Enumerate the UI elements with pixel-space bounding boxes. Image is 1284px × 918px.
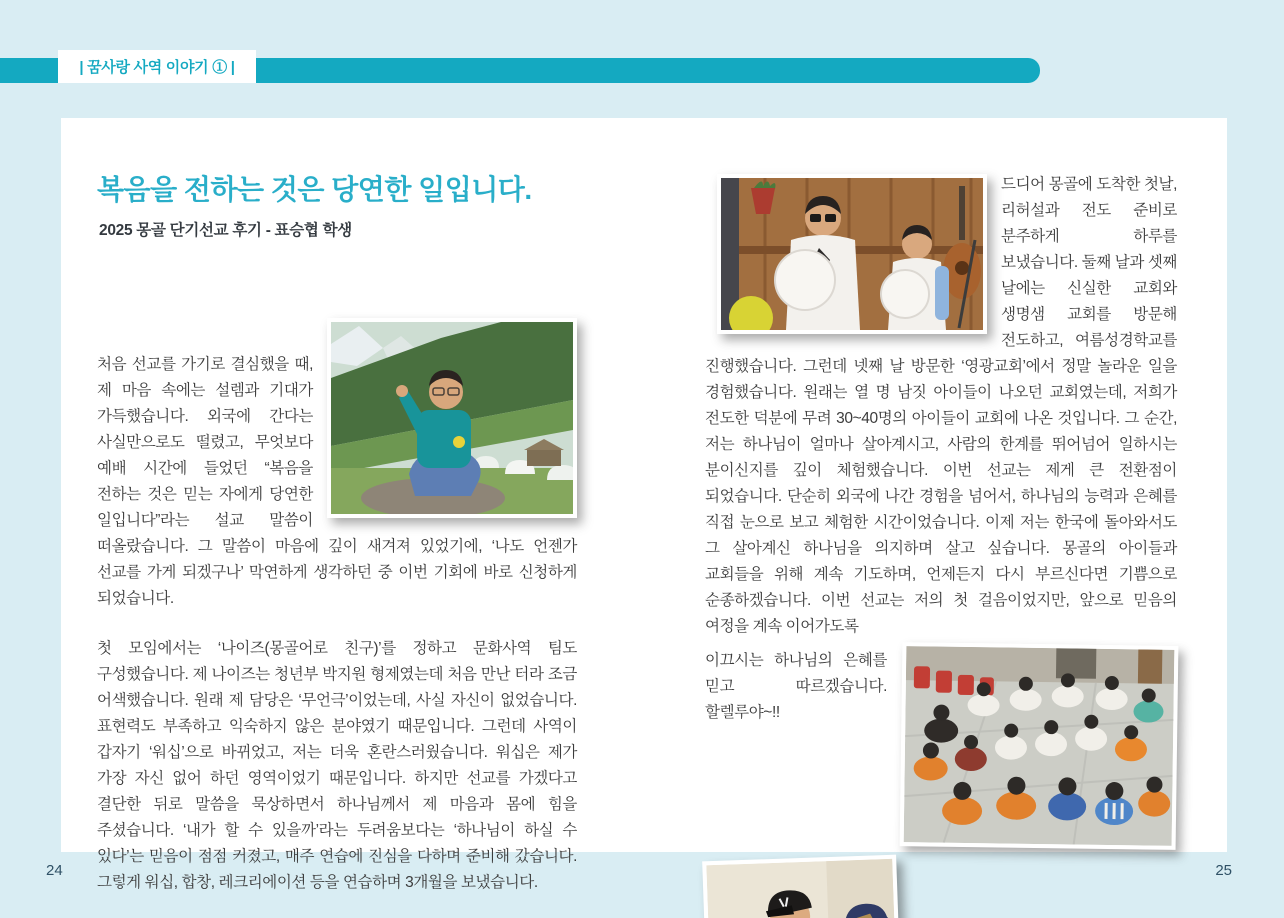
team-selfie-photo xyxy=(702,855,902,918)
balloon-blowing-activity-photo xyxy=(717,174,987,334)
children-floor-activity-photo xyxy=(900,642,1179,850)
children-activity-illustration xyxy=(904,646,1175,846)
article-title: 복음을 전하는 것은 당연한 일입니다. xyxy=(97,174,532,205)
body-paragraph-1: 처음 선교를 가기로 결심했을 때, 제 마음 속에는 설렘과 기대가 가득했습니다. 외국에 간다는 사실만으로도 떨렸고, 무엇보다 예배 시간에 들었던 “복음을 전하는 것은 믿는 자에게 당연한 일입니다”라는 설교 말씀이 떠올랐습니다. 그 말씀이 마음에 깊이 새겨져 있었기에, ‘나도 언젠가 선교를 가게 되겠구나’ 막연하게 생각하던 중 이번 기회에 바로 신청하게 되었습니다. xyxy=(97,356,577,607)
left-column xyxy=(97,352,577,896)
section-tag-label: | 꿈사랑 사역 이야기 ① | xyxy=(79,59,235,76)
body-paragraph-4: 이끄시는 하나님의 은혜를 믿고 따르겠습니다. 할렐루야~!! xyxy=(705,652,887,721)
left-page-number: 24 xyxy=(46,862,63,879)
right-bottom-block xyxy=(705,648,1177,918)
right-column xyxy=(705,172,1177,918)
right-page-number: 25 xyxy=(1215,862,1232,879)
article-subtitle: 2025 몽골 단기선교 후기 - 표승협 학생 xyxy=(99,222,352,239)
grassland-portrait-illustration xyxy=(331,322,573,514)
team-selfie-illustration xyxy=(706,859,897,918)
body-paragraph-3: 드디어 몽골에 도착한 첫날, 리허설과 전도 준비로 분주하게 하루를 보냈습니다. 둘째 날과 셋째 날에는 신실한 교회와 생명샘 교회를 방문해 전도하고, 여름성경학교를 진행했습니다. 그런데 넷째 날 방문한 ‘영광교회’에서 정말 놀라운 일을 경험했습니다. 원래는 열 명 남짓 아이들이 나오던 교회였는데, 저희가 전도한 덕분에 무려 30~40명의 아이들이 교회에 나온 것입니다. 그 순간, 저는 하나님이 얼마나 살아계시고, 사람의 한계를 뛰어넘어 일하시는 분이신지를 깊이 체험했습니다. 이번 선교는 제게 큰 전환점이 되었습니다. 단순히 외국에 나간 경험을 넘어서, 하나님의 능력과 은혜를 직접 눈으로 보고 체험한 시간이었습니다. 이제 저는 한국에 돌아와서도 그 살아계신 하나님을 의지하며 살고 싶습니다. 몽골의 아이들과 교회들을 위해 계속 기도하며, 언제든지 다시 부르신다면 기쁨으로 순종하겠습니다. 이번 선교는 저의 첫 걸음이었지만, 앞으로 믿음의 여정을 계속 이어가도록 xyxy=(705,176,1177,635)
section-tag xyxy=(58,50,256,83)
balloon-activity-illustration xyxy=(721,178,983,330)
content-card xyxy=(61,118,1227,891)
mongolian-grassland-portrait-photo xyxy=(327,318,577,518)
body-paragraph-2: 첫 모임에서는 ‘나이즈(몽골어로 친구)’를 정하고 문화사역 팀도 구성했습니다. 제 나이즈는 청년부 박지원 형제였는데 처음 만난 터라 조금 어색했습니다. 원래 제 담당은 ‘무언극’이었는데, 사실 자신이 없었습니다. 표현력도 부족하고 익숙하지 않은 분야였기 때문입니다. 그런데 사역이 갑자기 ‘워십’으로 바뀌었고, 저는 더욱 혼란스러웠습니다. 워십은 제가 가장 자신 없어 하던 영역이었기 때문입니다. 하지만 선교를 가겠다고 결단한 뒤로 말씀을 묵상하면서 하나님께서 제 마음과 몸에 힘을 주셨습니다. ‘내가 할 수 있을까’라는 두려움보다는 ‘하나님이 하실 수 있다’는 믿음이 점점 커졌고, 매주 연습에 진심을 다하며 준비해 갔습니다. 그렇게 워십, 합창, 레크리에이션 등을 연습하며 3개월을 보냈습니다. xyxy=(97,640,577,891)
